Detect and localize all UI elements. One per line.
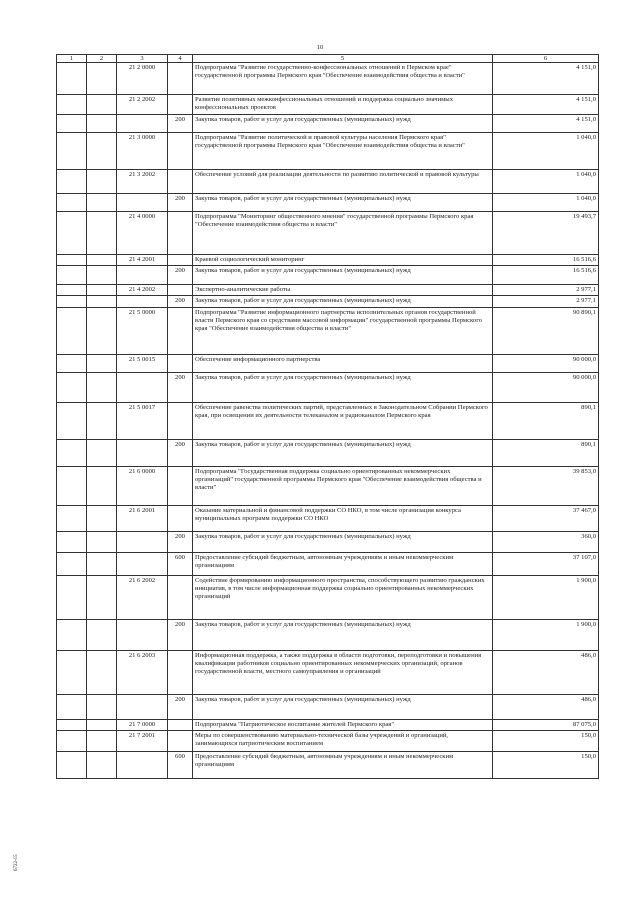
amount-cell: 1 040,0 <box>493 133 599 170</box>
amount-cell: 1 040,0 <box>493 170 599 194</box>
table-row <box>57 194 599 212</box>
table-row <box>57 255 599 266</box>
target-article-cell <box>117 531 168 552</box>
name-cell: Меры по совершенствованию материально-технической базы учреждений и организаций, занимающихся патриотическим воспитанием <box>193 730 493 751</box>
empty-cell <box>87 212 117 255</box>
empty-cell <box>87 372 117 402</box>
column-header: 4 <box>168 55 193 63</box>
empty-cell <box>87 531 117 552</box>
name-cell: Закупка товаров, работ и услуг для государственных (муниципальных) нужд <box>193 296 493 307</box>
expense-type-cell: 200 <box>168 194 193 212</box>
table-row <box>57 552 599 575</box>
column-header: 6 <box>493 55 599 63</box>
empty-cell <box>57 531 87 552</box>
empty-cell <box>87 285 117 296</box>
name-cell: Предоставление субсидий бюджетным, автономным учреждениям и иным некоммерческим организациям <box>193 751 493 778</box>
name-cell: Содействие формированию информационного пространства, способствующего развитию гражданских инициатив, в том числе информационная поддержка социально ориентированных некоммерческих организаций <box>193 575 493 619</box>
empty-cell <box>57 466 87 505</box>
amount-cell: 1 040,0 <box>493 194 599 212</box>
table-body <box>57 63 599 779</box>
amount-cell: 2 977,1 <box>493 296 599 307</box>
empty-cell <box>57 719 87 730</box>
amount-cell: 90 000,0 <box>493 354 599 372</box>
target-article-cell: 21 4 2002 <box>117 285 168 296</box>
empty-cell <box>87 402 117 439</box>
expense-type-cell: 200 <box>168 439 193 466</box>
target-article-cell: 21 6 2001 <box>117 505 168 531</box>
empty-cell <box>87 650 117 694</box>
table-row <box>57 296 599 307</box>
empty-cell <box>57 619 87 650</box>
column-header: 5 <box>193 55 493 63</box>
footer-code: 6722-15 <box>14 854 19 871</box>
expense-type-cell <box>168 255 193 266</box>
name-cell: Предоставление субсидий бюджетным, автономным учреждениям и иным некоммерческим организациям <box>193 552 493 575</box>
amount-cell: 890,1 <box>493 402 599 439</box>
target-article-cell: 21 6 2002 <box>117 575 168 619</box>
name-cell: Краевой социологический мониторинг <box>193 255 493 266</box>
name-cell: Закупка товаров, работ и услуг для государственных (муниципальных) нужд <box>193 372 493 402</box>
table-row <box>57 531 599 552</box>
amount-cell: 4 151,0 <box>493 63 599 95</box>
target-article-cell: 21 2 0000 <box>117 63 168 95</box>
amount-cell: 90 000,0 <box>493 372 599 402</box>
table-row <box>57 170 599 194</box>
empty-cell <box>57 133 87 170</box>
empty-cell <box>57 439 87 466</box>
target-article-cell <box>117 194 168 212</box>
empty-cell <box>87 751 117 778</box>
name-cell: Закупка товаров, работ и услуг для государственных (муниципальных) нужд <box>193 694 493 719</box>
expense-type-cell: 200 <box>168 266 193 285</box>
table-row <box>57 694 599 719</box>
table-row <box>57 133 599 170</box>
expense-type-cell <box>168 575 193 619</box>
name-cell: Закупка товаров, работ и услуг для государственных (муниципальных) нужд <box>193 619 493 650</box>
name-cell: Закупка товаров, работ и услуг для государственных (муниципальных) нужд <box>193 194 493 212</box>
table-row <box>57 466 599 505</box>
expense-type-cell <box>168 212 193 255</box>
table-header-row <box>57 55 599 63</box>
name-cell: Подпрограмма "Государственная поддержка социально ориентированных некоммерческих организаций" государственной программы Пермского края "Обеспечение взаимодействия общества и власти" <box>193 466 493 505</box>
target-article-cell: 21 7 0000 <box>117 719 168 730</box>
column-header: 1 <box>57 55 87 63</box>
table-row <box>57 266 599 285</box>
empty-cell <box>87 63 117 95</box>
empty-cell <box>57 575 87 619</box>
column-header: 3 <box>117 55 168 63</box>
target-article-cell: 21 4 2001 <box>117 255 168 266</box>
empty-cell <box>87 354 117 372</box>
target-article-cell: 21 4 0000 <box>117 212 168 255</box>
amount-cell: 1 900,0 <box>493 619 599 650</box>
target-article-cell: 21 2 2002 <box>117 95 168 115</box>
target-article-cell <box>117 694 168 719</box>
empty-cell <box>87 95 117 115</box>
amount-cell: 16 516,6 <box>493 266 599 285</box>
name-cell: Обеспечение равенства политических партий, представленных в Законодательном Собрании Пермского края, при освещении их деятельности телеканалом и радиоканалом Пермского края <box>193 402 493 439</box>
empty-cell <box>57 115 87 133</box>
empty-cell <box>87 694 117 719</box>
target-article-cell <box>117 439 168 466</box>
expense-type-cell: 200 <box>168 531 193 552</box>
empty-cell <box>87 170 117 194</box>
empty-cell <box>87 296 117 307</box>
amount-cell: 486,0 <box>493 650 599 694</box>
empty-cell <box>57 170 87 194</box>
expense-type-cell <box>168 307 193 354</box>
name-cell: Обеспечение информационного партнерства <box>193 354 493 372</box>
amount-cell: 19 493,7 <box>493 212 599 255</box>
table-row <box>57 63 599 95</box>
name-cell: Подпрограмма "Развитие информационного партнерства исполнительных органов государственной власти Пермского края со средствами массовой информации" государственной программы Пермского края "Обеспечение взаимодействия общества и власти" <box>193 307 493 354</box>
name-cell: Подпрограмма "Патриотическое воспитание жителей Пермского края" <box>193 719 493 730</box>
name-cell: Обеспечение условий для реализации деятельности по развитию политической и правовой культуры <box>193 170 493 194</box>
table-row <box>57 505 599 531</box>
amount-cell: 890,1 <box>493 439 599 466</box>
expense-type-cell <box>168 466 193 505</box>
amount-cell: 486,0 <box>493 694 599 719</box>
expense-type-cell <box>168 650 193 694</box>
expense-type-cell <box>168 285 193 296</box>
empty-cell <box>57 694 87 719</box>
name-cell: Закупка товаров, работ и услуг для государственных (муниципальных) нужд <box>193 531 493 552</box>
empty-cell <box>57 255 87 266</box>
empty-cell <box>87 133 117 170</box>
empty-cell <box>87 719 117 730</box>
empty-cell <box>57 266 87 285</box>
empty-cell <box>87 439 117 466</box>
expense-type-cell: 200 <box>168 296 193 307</box>
target-article-cell: 21 7 2001 <box>117 730 168 751</box>
expense-type-cell: 600 <box>168 552 193 575</box>
target-article-cell <box>117 751 168 778</box>
target-article-cell <box>117 619 168 650</box>
name-cell: Оказание материальной и финансовой поддержки СО НКО, в том числе организация конкурса муниципальных программ поддержки СО НКО <box>193 505 493 531</box>
column-header: 2 <box>87 55 117 63</box>
target-article-cell: 21 6 2003 <box>117 650 168 694</box>
amount-cell: 87 075,0 <box>493 719 599 730</box>
expense-type-cell <box>168 95 193 115</box>
table-row <box>57 115 599 133</box>
table-row <box>57 285 599 296</box>
empty-cell <box>87 255 117 266</box>
expense-type-cell <box>168 63 193 95</box>
empty-cell <box>87 619 117 650</box>
amount-cell: 4 151,0 <box>493 95 599 115</box>
amount-cell: 360,0 <box>493 531 599 552</box>
target-article-cell: 21 5 0017 <box>117 402 168 439</box>
target-article-cell <box>117 372 168 402</box>
target-article-cell <box>117 266 168 285</box>
expense-type-cell <box>168 354 193 372</box>
target-article-cell <box>117 552 168 575</box>
empty-cell <box>57 730 87 751</box>
empty-cell <box>87 505 117 531</box>
empty-cell <box>57 402 87 439</box>
name-cell: Закупка товаров, работ и услуг для государственных (муниципальных) нужд <box>193 115 493 133</box>
expense-type-cell: 200 <box>168 619 193 650</box>
empty-cell <box>57 372 87 402</box>
table-row <box>57 307 599 354</box>
name-cell: Экспертно-аналитические работы <box>193 285 493 296</box>
table-row <box>57 95 599 115</box>
amount-cell: 150,0 <box>493 730 599 751</box>
table-row <box>57 719 599 730</box>
expense-type-cell: 200 <box>168 115 193 133</box>
empty-cell <box>57 296 87 307</box>
name-cell: Развитие позитивных межконфессиональных отношений и поддержка социально значимых конфессиональных проектов <box>193 95 493 115</box>
table-row <box>57 402 599 439</box>
amount-cell: 90 890,1 <box>493 307 599 354</box>
table-row <box>57 354 599 372</box>
amount-cell: 37 107,0 <box>493 552 599 575</box>
empty-cell <box>57 194 87 212</box>
empty-cell <box>57 552 87 575</box>
target-article-cell <box>117 296 168 307</box>
table-row <box>57 730 599 751</box>
name-cell: Подпрограмма "Развитие государственно-конфессиональных отношений в Пермском крае" государственной программы Пермского края "Обеспечение взаимодействия общества и власти" <box>193 63 493 95</box>
empty-cell <box>57 650 87 694</box>
empty-cell <box>57 63 87 95</box>
empty-cell <box>87 575 117 619</box>
table-row <box>57 751 599 778</box>
empty-cell <box>87 466 117 505</box>
budget-table <box>56 54 599 779</box>
amount-cell: 1 900,0 <box>493 575 599 619</box>
table-row <box>57 619 599 650</box>
page-number: 10 <box>316 44 324 51</box>
empty-cell <box>87 115 117 133</box>
name-cell: Подпрограмма "Мониторинг общественного мнения" государственной программы Пермского края "Обеспечение взаимодействия общества и власти" <box>193 212 493 255</box>
expense-type-cell <box>168 719 193 730</box>
name-cell: Закупка товаров, работ и услуг для государственных (муниципальных) нужд <box>193 439 493 466</box>
expense-type-cell <box>168 170 193 194</box>
empty-cell <box>57 212 87 255</box>
expense-type-cell <box>168 505 193 531</box>
empty-cell <box>57 751 87 778</box>
table-row <box>57 439 599 466</box>
target-article-cell: 21 3 0000 <box>117 133 168 170</box>
name-cell: Подпрограмма "Развитие политической и правовой культуры населения Пермского края" государственной программы Пермского края "Обеспечение взаимодействия общества и власти" <box>193 133 493 170</box>
name-cell: Информационная поддержка, а также поддержка в области подготовки, переподготовки и повышения квалификации работников социально ориентированных некоммерческих организаций, органов государственной власти, местного самоуправления и организаций <box>193 650 493 694</box>
amount-cell: 150,0 <box>493 751 599 778</box>
empty-cell <box>57 95 87 115</box>
empty-cell <box>57 307 87 354</box>
amount-cell: 39 853,0 <box>493 466 599 505</box>
amount-cell: 2 977,1 <box>493 285 599 296</box>
amount-cell: 16 516,6 <box>493 255 599 266</box>
table-row <box>57 650 599 694</box>
expense-type-cell: 200 <box>168 694 193 719</box>
name-cell: Закупка товаров, работ и услуг для государственных (муниципальных) нужд <box>193 266 493 285</box>
table-row <box>57 372 599 402</box>
expense-type-cell: 600 <box>168 751 193 778</box>
table-row <box>57 212 599 255</box>
empty-cell <box>57 505 87 531</box>
empty-cell <box>87 194 117 212</box>
empty-cell <box>87 730 117 751</box>
target-article-cell: 21 5 0000 <box>117 307 168 354</box>
expense-type-cell <box>168 730 193 751</box>
empty-cell <box>57 354 87 372</box>
target-article-cell: 21 6 0000 <box>117 466 168 505</box>
amount-cell: 37 467,0 <box>493 505 599 531</box>
target-article-cell: 21 5 0015 <box>117 354 168 372</box>
amount-cell: 4 151,0 <box>493 115 599 133</box>
table-row <box>57 575 599 619</box>
expense-type-cell: 200 <box>168 372 193 402</box>
expense-type-cell <box>168 133 193 170</box>
empty-cell <box>57 285 87 296</box>
expense-type-cell <box>168 402 193 439</box>
target-article-cell <box>117 115 168 133</box>
empty-cell <box>87 266 117 285</box>
target-article-cell: 21 3 2002 <box>117 170 168 194</box>
empty-cell <box>87 552 117 575</box>
empty-cell <box>87 307 117 354</box>
